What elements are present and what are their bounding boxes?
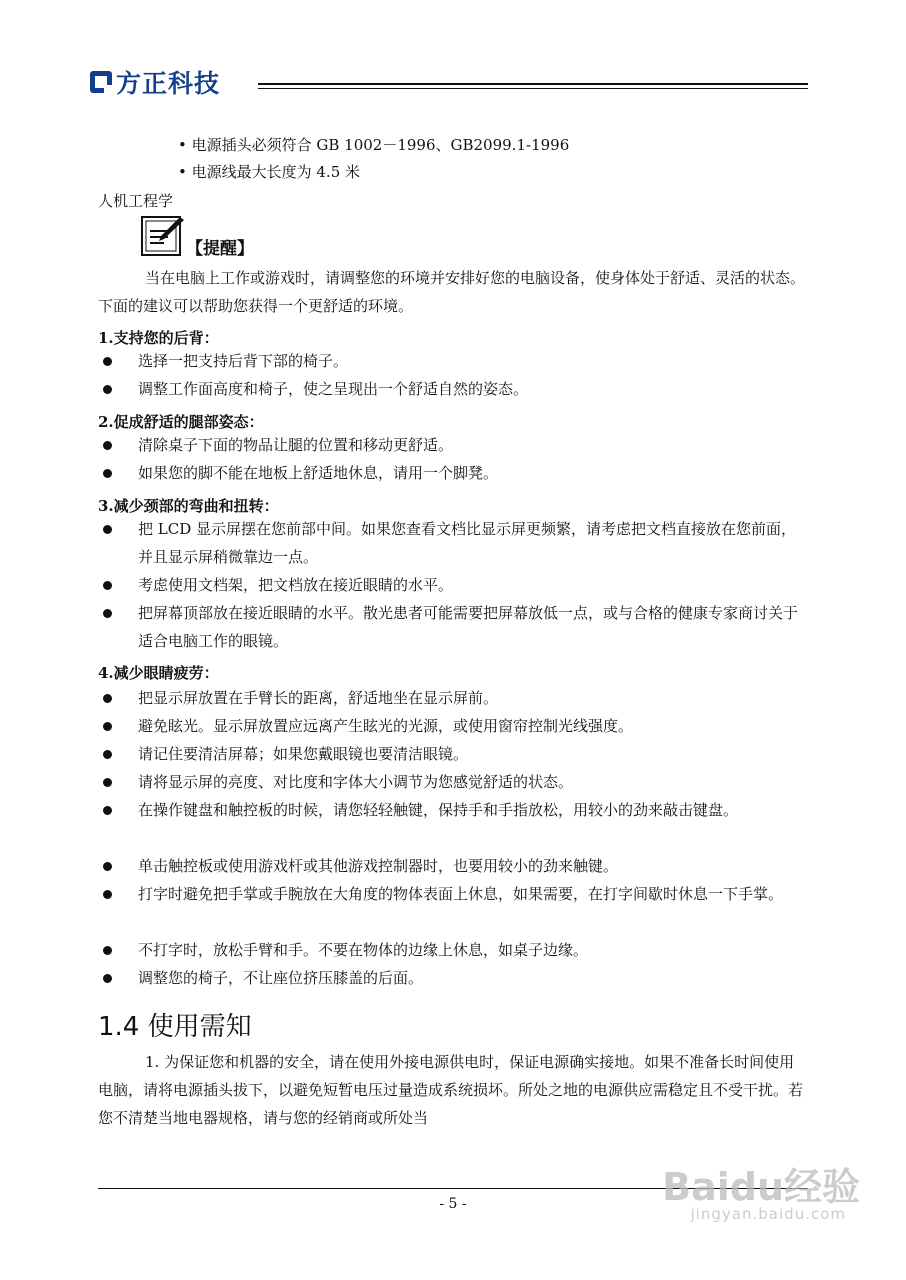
section-title: 4.减少眼睛疲劳：	[98, 664, 219, 682]
bullet-dot	[103, 441, 112, 450]
note-pencil-icon	[140, 215, 184, 257]
watermark-logo: Baidu经验	[662, 1165, 860, 1209]
bullet-dot	[103, 357, 112, 366]
bullet-dot	[103, 890, 112, 899]
logo-text: 方正科技	[116, 69, 221, 98]
list-item: 请记住要清洁屏幕；如果您戴眼镜也要清洁眼镜。	[138, 745, 469, 763]
list-item: 清除桌子下面的物品让腿的位置和移动更舒适。	[138, 436, 454, 454]
list-item: 请将显示屏的亮度、对比度和字体大小调节为您感觉舒适的状态。	[138, 773, 574, 791]
list-item: 把 LCD 显示屏摆在您前部中间。如果您查看文档比显示屏更频繁，请考虑把文档直接放在您前面，并且显示屏稍微靠边一点。	[138, 520, 797, 566]
bullet-dot	[103, 385, 112, 394]
bullet-dot	[103, 750, 112, 759]
bullet-dot	[103, 694, 112, 703]
bullet-dot	[103, 862, 112, 871]
bullet-dot	[103, 806, 112, 815]
section-title: 1.支持您的后背：	[98, 329, 219, 347]
logo-mark-icon	[90, 71, 112, 93]
header-divider	[258, 83, 808, 89]
list-item: 调整工作面高度和椅子，使之呈现出一个舒适自然的姿态。	[138, 380, 529, 398]
list-item: 不打字时，放松手臂和手。不要在物体的边缘上休息，如桌子边缘。	[138, 941, 589, 959]
section-title: 3.减少颈部的弯曲和扭转：	[98, 497, 279, 515]
brand-logo	[90, 64, 220, 100]
list-item: 如果您的脚不能在地板上舒适地休息，请用一个脚凳。	[138, 464, 499, 482]
list-item: 考虑使用文档架，把文档放在接近眼睛的水平。	[138, 576, 454, 594]
bullet-dot	[103, 778, 112, 787]
watermark-url: jingyan.baidu.com	[690, 1205, 846, 1223]
ergonomics-intro: 当在电脑上工作或游戏时，请调整您的环境并安排好您的电脑设备，使身体处于舒适、灵活的状态。下面的建议可以帮助您获得一个更舒适的环境。	[98, 269, 806, 315]
list-item: 在操作键盘和触控板的时候，请您轻轻触键，保持手和手指放松，用较小的劲来敲击键盘。	[138, 801, 739, 819]
note-title: 【提醒】	[186, 239, 254, 259]
list-item: 把显示屏放置在手臂长的距离，舒适地坐在显示屏前。	[138, 689, 499, 707]
ergonomics-heading: 人机工程学	[98, 192, 174, 210]
bullet-dot	[103, 581, 112, 590]
bullet-dot	[103, 946, 112, 955]
usage-paragraph: 1. 为保证您和机器的安全，请在使用外接电源供电时，保证电源确实接地。如果不准备长时间使用电脑，请将电源插头拔下，以避免短暂电压过量造成系统损坏。所处之地的电源供应需稳定且不受干扰。若您不清楚当地电器规格，请与您的经销商或所处当	[98, 1053, 804, 1127]
list-item: 单击触控板或使用游戏杆或其他游戏控制器时，也要用较小的劲来触键。	[138, 857, 619, 875]
section-title: 2.促成舒适的腿部姿态：	[98, 413, 264, 431]
bullet-dot	[103, 722, 112, 731]
list-item: 避免眩光。显示屏放置应远离产生眩光的光源，或使用窗帘控制光线强度。	[138, 717, 634, 735]
usage-section-title: 1.4 使用需知	[98, 1012, 252, 1042]
list-item: 把屏幕顶部放在接近眼睛的水平。散光患者可能需要把屏幕放低一点，或与合格的健康专家商讨关于适合电脑工作的眼镜。	[138, 604, 799, 650]
page-number: - 5 -	[439, 1196, 467, 1212]
list-item: 选择一把支持后背下部的椅子。	[138, 352, 349, 370]
list-item: 调整您的椅子，不让座位挤压膝盖的后面。	[138, 969, 424, 987]
power-bullet-2: • 电源线最大长度为 4.5 米	[178, 163, 361, 181]
list-item: 打字时避免把手掌或手腕放在大角度的物体表面上休息，如果需要，在打字间歇时休息一下手掌。	[138, 885, 784, 903]
power-bullet-1: • 电源插头必须符合 GB 1002－1996、GB2099.1-1996	[178, 136, 570, 154]
bullet-dot	[103, 469, 112, 478]
bullet-dot	[103, 974, 112, 983]
bullet-dot	[103, 609, 112, 618]
bullet-dot	[103, 525, 112, 534]
